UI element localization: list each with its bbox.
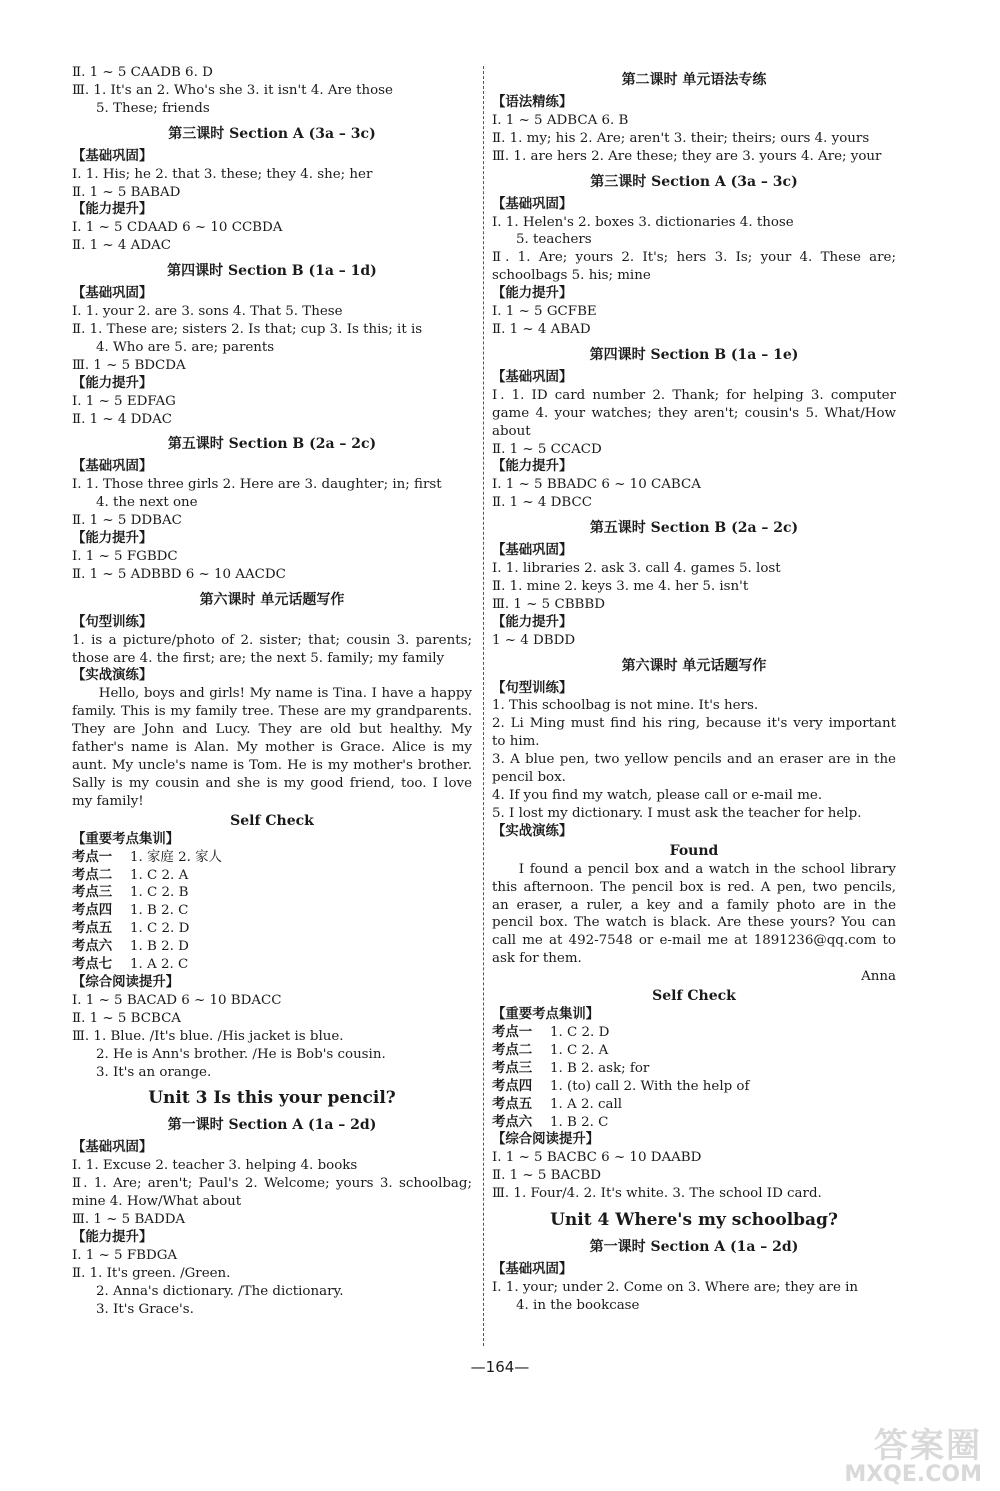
key-point-row [492,1114,896,1132]
page-number: —164— [470,1358,530,1376]
answer-line: Ⅲ. 1. are hers 2. Are these; they are 3. yours 4. Are; your [492,148,882,164]
answer-line: Ⅲ. 1 ~ 5 CBBBD [492,596,605,612]
lesson-heading: 第三课时 Section A (3a – 3c) [590,173,798,190]
answer-line: Ⅲ. 1 ~ 5 BADDA [72,1212,186,1228]
watermark-text: 答案圈 [874,1426,982,1466]
answer-line: Ⅰ. 1 ~ 5 GCFBE [492,304,597,320]
key-point-label: 考点七 [72,956,113,973]
answer-line: Ⅰ. 1. your 2. are 3. sons 4. That 5. These [72,304,343,320]
key-point-answer: 1. C 2. D [550,1024,610,1040]
answer-line: Ⅰ. 1 ~ 5 BBADC 6 ~ 10 CABCA [492,477,701,493]
key-point-row [492,1096,896,1114]
key-point-answer: 1. A 2. C [130,957,189,973]
answer-line: Ⅱ. 1. mine 2. keys 3. me 4. her 5. isn't [492,578,749,594]
answer-line: Ⅰ. 1 ~ 5 ADBCA 6. B [492,112,629,128]
unit-title: Unit 3 Is this your pencil? [148,1088,396,1109]
key-point-label: 考点四 [492,1077,533,1094]
category-label: 【综合阅读提升】 [492,1131,600,1148]
answer-line: Ⅰ. 1. Those three girls 2. Here are 3. daughter; in; first [72,477,442,493]
answer-line-continued: 5. teachers [516,232,592,248]
key-point-answer: 1. B 2. C [550,1114,609,1130]
answer-line: Ⅰ. 1 ~ 5 FGBDC [72,548,178,564]
right-column [492,64,896,1315]
answer-line: Ⅰ. 1. your; under 2. Come on 3. Where are; they are in [492,1279,859,1295]
category-label: 【基础巩固】 [72,147,153,164]
signature: Anna [861,969,896,985]
category-label: 【能力提升】 [72,1228,153,1245]
answer-line: Ⅱ. 1. Are; yours 2. It's; hers 3. Is; your 4. These are; schoolbags 5. his; mine [492,250,896,284]
key-point-answer: 1. B 2. C [130,903,189,919]
category-label: 【基础巩固】 [492,195,573,212]
answer-line: Ⅲ. 1. It's an 2. Who's she 3. it isn't 4. Are those [72,82,393,98]
category-label: 【句型训练】 [492,679,573,696]
answer-line: Ⅱ. 1 ~ 4 ABAD [492,321,591,337]
lesson-heading: 第四课时 Section B (1a – 1e) [589,346,799,363]
answer-line: Ⅱ. 1. It's green. /Green. [72,1265,231,1281]
answer-line: 2. Li Ming must find his ring, because it's very important to him. [492,716,896,750]
answer-line: 5. I lost my dictionary. I must ask the teacher for help. [492,805,862,821]
answer-line: 1 ~ 4 DBDD [492,632,576,648]
key-point-answer: 1. C 2. B [130,885,189,901]
answer-line-continued: 5. These; friends [96,100,210,116]
key-point-answer: 1. (to) call 2. With the help of [550,1078,750,1094]
category-label: 【实战演练】 [72,667,153,684]
answer-line: Ⅱ. 1 ~ 5 BACBD [492,1168,601,1184]
answer-line: Ⅱ. 1 ~ 5 BCBCA [72,1010,181,1026]
key-point-label: 考点四 [72,902,113,919]
category-label: 【句型训练】 [72,613,153,630]
key-point-answer: 1. B 2. ask; for [550,1060,650,1076]
answer-line: Ⅰ. 1 ~ 5 EDFAG [72,393,176,409]
key-point-label: 考点一 [72,848,113,865]
key-point-label: 考点二 [72,866,113,883]
category-label: 【基础巩固】 [492,1261,573,1278]
answer-line: Ⅱ. 1. my; his 2. Are; aren't 3. their; theirs; ours 4. yours [492,130,870,146]
answer-line: Ⅰ. 1. Excuse 2. teacher 3. helping 4. books [72,1158,358,1174]
category-label: 【基础巩固】 [72,1139,153,1156]
category-label: 【基础巩固】 [492,368,573,385]
key-point-answer: 1. B 2. D [130,939,189,955]
watermark-url: MXQE.COM [844,1462,982,1487]
key-point-row [72,849,472,867]
lesson-heading: 第二课时 单元语法专练 [621,72,767,88]
answer-line: Ⅰ. 1. His; he 2. that 3. these; they 4. she; her [72,166,373,182]
key-point-row [72,867,472,885]
essay-paragraph: I found a pencil box and a watch in the school library this afternoon. The pencil box is red. A pen, two pencils, an eraser, a ruler, a key and a family photo are in the pencil box. The watch is black. Are these yours? You can call me at 492-7548 or e-mail me at 1891236@qq.com to ask for them. [492,861,896,967]
category-label: 【能力提升】 [492,613,573,630]
key-point-answer: 1. A 2. call [550,1096,623,1112]
answer-line-continued: 3. It's Grace's. [96,1301,194,1317]
category-label: 【能力提升】 [72,201,153,218]
left-column [72,64,472,1318]
lesson-heading: 第六课时 单元话题写作 [621,657,767,674]
section-title: Self Check [652,988,736,1005]
section-title: Found [669,842,719,859]
category-label: 【能力提升】 [492,285,573,302]
category-label: 【基础巩固】 [492,542,573,559]
key-point-label: 考点一 [492,1023,533,1040]
answer-line-continued: 3. It's an orange. [96,1064,212,1080]
answer-line: Ⅱ. 1 ~ 4 DBCC [492,495,592,511]
key-point-row [72,884,472,902]
watermark-logo [792,1418,992,1488]
essay-paragraph: Hello, boys and girls! My name is Tina. I have a happy family. This is my family tree. These are my grandparents. They are John and Lucy. They are old but healthy. My father's name is Alan. My mother is Grace. Alice is my aunt. My uncle's name is Tom. He is my mother's brother. Sally is my cousin and she is my good friend, too. I love my family! [72,686,472,809]
key-point-label: 考点六 [492,1113,533,1130]
lesson-heading: 第一课时 Section A (1a – 2d) [167,1117,377,1134]
category-label: 【基础巩固】 [72,285,153,302]
key-point-label: 考点六 [72,938,113,955]
answer-line: 4. If you find my watch, please call or e-mail me. [492,788,823,803]
answer-line: Ⅱ. 1 ~ 5 ADBBD 6 ~ 10 AACDC [72,566,286,582]
key-point-answer: 1. 家庭 2. 家人 [130,849,222,865]
answer-line: Ⅱ. 1 ~ 5 BABAD [72,184,181,200]
lesson-heading: 第五课时 Section B (2a – 2c) [589,520,799,537]
category-label: 【重要考点集训】 [492,1006,600,1023]
category-label: 【重要考点集训】 [72,830,180,847]
lesson-heading: 第三课时 Section A (3a – 3c) [168,125,376,142]
answer-line: Ⅰ. 1. ID card number 2. Thank; for helping 3. computer game 4. your watches; they aren't; cousin's 5. What/How about [492,387,896,439]
answer-line: 1. is a picture/photo of 2. sister; that; cousin 3. parents; those are 4. the first; are; the next 5. family; my family [72,632,472,666]
category-label: 【实战演练】 [492,822,573,839]
answer-line: Ⅰ. 1 ~ 5 BACBC 6 ~ 10 DAABD [492,1150,702,1166]
category-label: 【能力提升】 [72,530,153,547]
key-point-row [492,1024,896,1042]
answer-line-continued: 4. in the bookcase [516,1297,640,1313]
category-label: 【能力提升】 [492,458,573,475]
answer-line: Ⅱ. 1 ~ 4 DDAC [72,411,173,427]
lesson-heading: 第一课时 Section A (1a – 2d) [589,1239,799,1256]
key-point-answer: 1. C 2. A [550,1042,609,1058]
key-point-row [492,1042,896,1060]
key-point-label: 考点三 [72,884,113,901]
answer-line: Ⅲ. 1. Blue. /It's blue. /His jacket is blue. [72,1028,344,1044]
answer-line: Ⅲ. 1. Four/4. 2. It's white. 3. The school ID card. [492,1186,822,1202]
key-point-label: 考点五 [72,920,113,937]
key-point-row [72,938,472,956]
column-divider [483,66,484,1346]
key-point-label: 考点三 [492,1059,533,1076]
lesson-heading: 第六课时 单元话题写作 [199,591,345,608]
key-point-row [72,920,472,938]
answer-line: Ⅰ. 1. libraries 2. ask 3. call 4. games 5. lost [492,561,781,577]
key-point-label: 考点二 [492,1041,533,1058]
answer-line: Ⅱ. 1. These are; sisters 2. Is that; cup 3. Is this; it is [72,321,423,337]
section-title: Self Check [230,812,314,829]
answer-line: Ⅱ. 1. Are; aren't; Paul's 2. Welcome; yours 3. schoolbag; mine 4. How/What about [72,1176,472,1210]
key-point-answer: 1. C 2. A [130,867,189,883]
lesson-heading: 第五课时 Section B (2a – 2c) [167,436,377,453]
answer-line: 3. A blue pen, two yellow pencils and an eraser are in the pencil box. [492,752,896,786]
answer-line-continued: 4. Who are 5. are; parents [96,339,275,355]
category-label: 【语法精练】 [492,94,573,110]
answer-line: Ⅲ. 1 ~ 5 BDCDA [72,357,186,373]
category-label: 【综合阅读提升】 [72,973,180,990]
answer-line: Ⅰ. 1. Helen's 2. boxes 3. dictionaries 4. those [492,214,794,230]
answer-line: Ⅰ. 1 ~ 5 BACAD 6 ~ 10 BDACC [72,992,282,1008]
answer-line-continued: 4. the next one [96,495,198,511]
answer-line: Ⅰ. 1 ~ 5 FBDGA [72,1247,178,1263]
answer-line: Ⅱ. 1 ~ 5 CAADB 6. D [72,65,213,80]
answer-line: 1. This schoolbag is not mine. It's hers. [492,698,759,714]
category-label: 【能力提升】 [72,374,153,391]
answer-line-continued: 2. He is Ann's brother. /He is Bob's cousin. [96,1046,386,1062]
key-point-row [72,902,472,920]
answer-line: Ⅱ. 1 ~ 5 DDBAC [72,513,182,529]
key-point-label: 考点五 [492,1095,533,1112]
key-point-row [492,1060,896,1078]
answer-line: Ⅱ. 1 ~ 4 ADAC [72,238,171,254]
answer-line-continued: 2. Anna's dictionary. /The dictionary. [96,1283,344,1299]
answer-line: Ⅱ. 1 ~ 5 CCACD [492,441,602,457]
unit-title: Unit 4 Where's my schoolbag? [550,1210,838,1231]
lesson-heading: 第四课时 Section B (1a – 1d) [167,263,377,280]
key-point-row [492,1078,896,1096]
key-point-answer: 1. C 2. D [130,921,190,937]
answer-line: Ⅰ. 1 ~ 5 CDAAD 6 ~ 10 CCBDA [72,220,283,236]
category-label: 【基础巩固】 [72,458,153,475]
key-point-row [72,956,472,974]
